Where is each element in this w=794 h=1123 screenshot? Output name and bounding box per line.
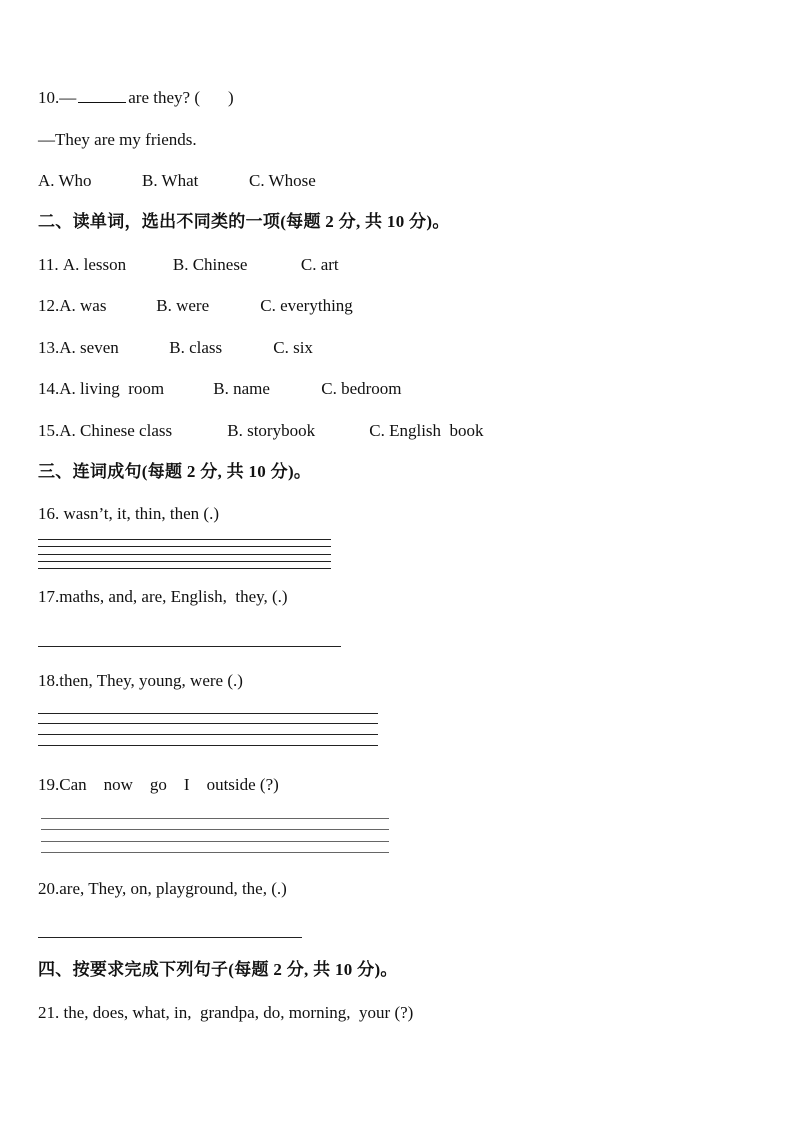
question-number: 21.	[38, 1003, 60, 1022]
option-b[interactable]: B. class	[169, 338, 223, 357]
question-number: 18.	[38, 671, 60, 690]
question-21	[38, 1003, 413, 1023]
question-stem: are they? (	[128, 88, 200, 107]
answer-line	[38, 723, 378, 724]
option-b[interactable]: B. storybook	[227, 421, 316, 440]
answer-blank[interactable]	[78, 88, 126, 103]
question-10-reply: —They are my friends.	[38, 130, 197, 149]
question-text: are, They, on, playground, the, (.)	[59, 879, 287, 898]
question-10	[38, 88, 234, 108]
option-a[interactable]: A. Chinese class	[59, 421, 173, 440]
question-10-options	[38, 171, 316, 191]
question-text: the, does, what, in, grandpa, do, morning, your (?)	[63, 1003, 414, 1022]
answer-line-17[interactable]	[38, 646, 341, 647]
question-number: 12.	[38, 296, 60, 315]
option-c[interactable]: C. English book	[369, 421, 484, 440]
question-15	[38, 421, 484, 441]
question-text: maths, and, are, English, they, (.)	[59, 587, 288, 606]
option-a[interactable]: A. Who	[38, 171, 92, 190]
question-20	[38, 879, 287, 899]
answer-line	[41, 818, 389, 819]
question-17	[38, 587, 288, 607]
question-text: then, They, young, were (.)	[59, 671, 243, 690]
question-14	[38, 379, 402, 399]
question-number: 19.	[38, 775, 60, 794]
answer-line	[41, 852, 389, 853]
option-b[interactable]: B. were	[156, 296, 210, 315]
answer-line	[38, 745, 378, 746]
option-c[interactable]: C. art	[300, 255, 339, 274]
option-a[interactable]: A. living room	[59, 379, 165, 398]
answer-line	[38, 568, 331, 569]
answer-line	[38, 546, 331, 547]
question-number: 16.	[38, 504, 60, 523]
option-c[interactable]: C. everything	[260, 296, 353, 315]
section-3-title: 三、连词成句(每题 2 分, 共 10 分)。	[38, 462, 312, 481]
question-12	[38, 296, 353, 316]
question-11	[38, 255, 339, 275]
answer-line	[38, 554, 331, 555]
question-16	[38, 504, 219, 524]
question-18	[38, 671, 243, 691]
section-4-title: 四、按要求完成下列句子(每题 2 分, 共 10 分)。	[38, 960, 398, 979]
answer-line	[38, 561, 331, 562]
question-number: 17.	[38, 587, 60, 606]
question-text: Can now go I outside (?)	[59, 775, 279, 794]
answer-line-20[interactable]	[38, 937, 302, 938]
question-number: 14.	[38, 379, 60, 398]
answer-line	[41, 841, 389, 842]
question-number: 20.	[38, 879, 60, 898]
answer-line	[38, 539, 331, 540]
option-b[interactable]: B. name	[213, 379, 270, 398]
answer-line	[38, 734, 378, 735]
option-a[interactable]: A. lesson	[62, 255, 127, 274]
question-13	[38, 338, 313, 358]
answer-line	[38, 713, 378, 714]
question-number: 15.	[38, 421, 60, 440]
option-c[interactable]: C. Whose	[249, 171, 316, 190]
option-b[interactable]: B. Chinese	[172, 255, 248, 274]
option-b[interactable]: B. What	[142, 171, 199, 190]
question-number: 11.	[38, 255, 59, 274]
answer-line	[41, 829, 389, 830]
dash: —	[59, 88, 77, 107]
paren-close: )	[227, 88, 234, 107]
question-text: wasn’t, it, thin, then (.)	[63, 504, 219, 523]
question-19	[38, 775, 279, 795]
question-number: 10.	[38, 88, 60, 107]
option-c[interactable]: C. bedroom	[321, 379, 402, 398]
option-a[interactable]: A. seven	[59, 338, 119, 357]
option-a[interactable]: A. was	[59, 296, 107, 315]
option-c[interactable]: C. six	[273, 338, 313, 357]
section-2-title: 二、读单词，选出不同类的一项(每题 2 分, 共 10 分)。	[38, 212, 450, 231]
question-number: 13.	[38, 338, 60, 357]
